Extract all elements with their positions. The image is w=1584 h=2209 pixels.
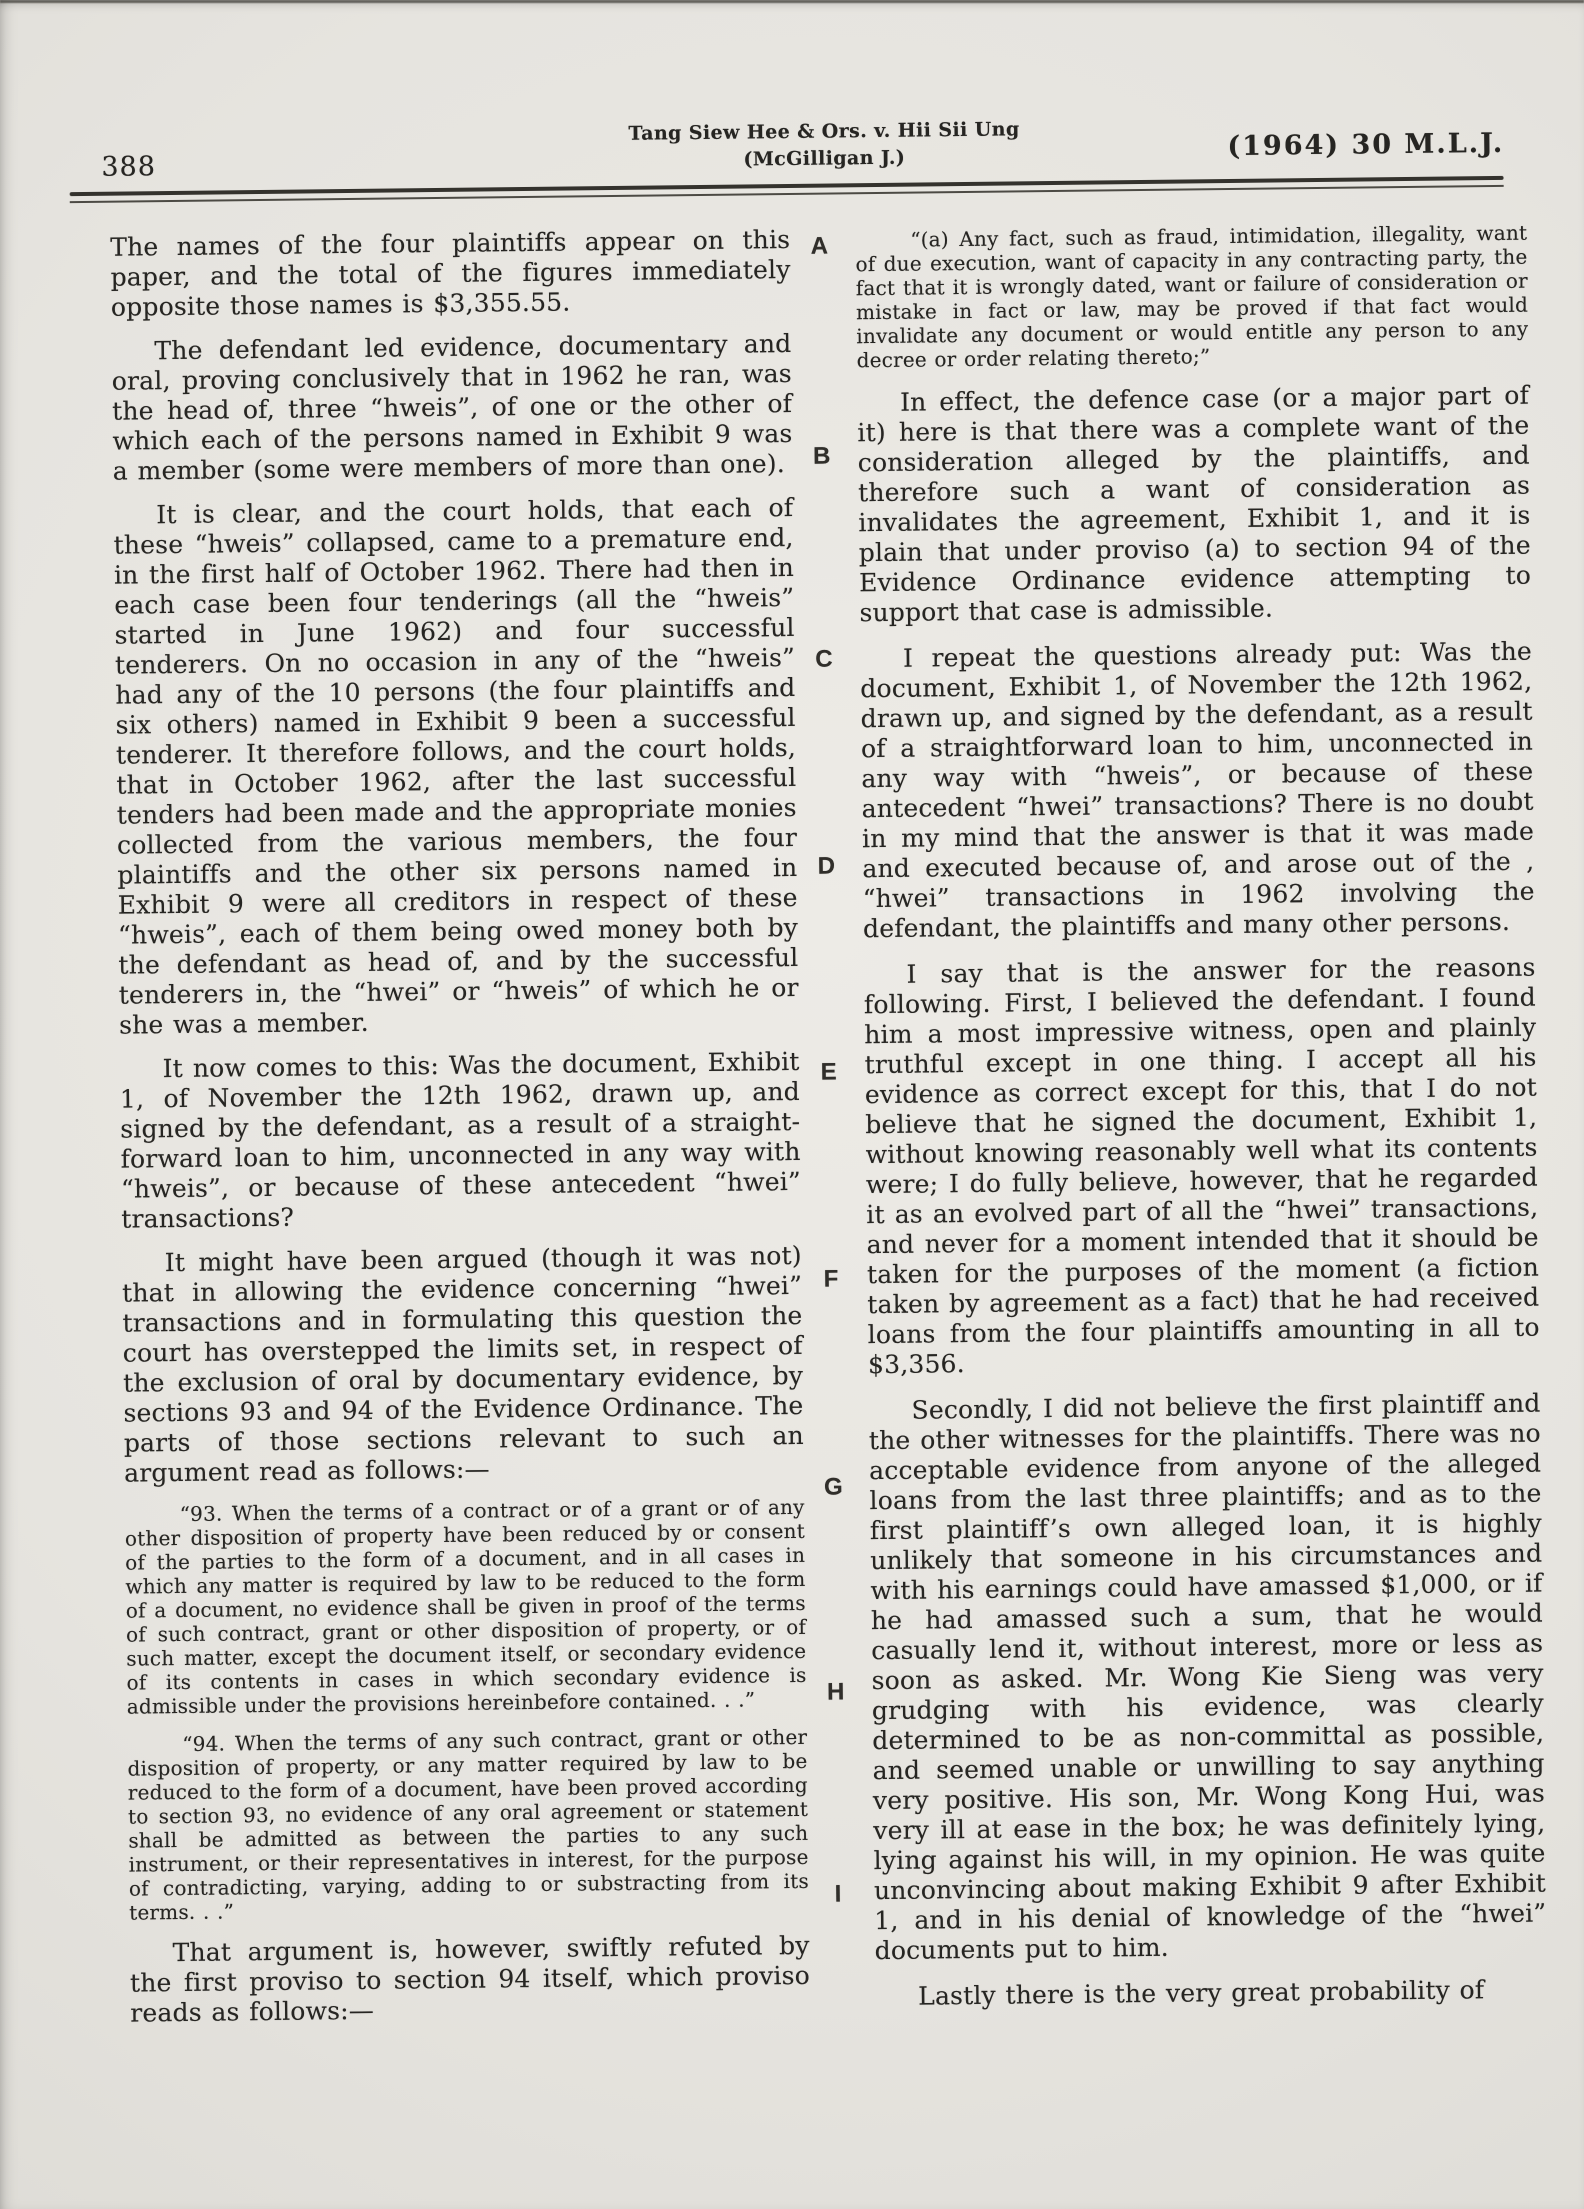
paragraph: That argument is, however, swiftly refuted by the first proviso to section 94 itself, which proviso reads as follows:—	[129, 1930, 811, 2028]
case-title: Tang Siew Hee & Ors. v. Hii Sii Ung	[628, 118, 1020, 145]
paragraph: Lastly there is the very great probability of	[918, 1975, 1485, 2011]
paragraph: The defendant led evidence, documentary and oral, proving conclusively that in 1962 he ran, was the head of, three “hweis”, of one or the other of which each of the persons named in Exhibit 9 was a member (some were members of more than one).	[111, 328, 793, 486]
margin-letter-g: G	[823, 1473, 843, 1501]
statute-quote-proviso-a: “(a) Any fact, such as fraud, intimidation, illegality, want of due execution, want of capacity in any contracting party, the fact that it is wrongly dated, want or failure of consideration or mistake in fact or law, may be proved if that fact would invalidate any document or would entitle any person to any decree or order relating thereto;”	[855, 220, 1529, 373]
margin-letter-b: B	[812, 442, 831, 470]
volume-citation: (1964) 30 M.L.J.	[1227, 127, 1505, 163]
page-number: 388	[101, 151, 157, 183]
margin-letter-i: I	[834, 1880, 842, 1908]
margin-letter-a: A	[810, 232, 829, 260]
right-column	[855, 221, 1547, 2029]
margin-letter-e: E	[820, 1058, 837, 1086]
paragraph: Secondly, I did not believe the first plaintiff and the other witnesses for the plaintiffs. There was no acceptable evidence from anyone of the alleged loans from the last three plaintiffs; and as to the first plaintiff’s own alleged loan, it is highly unlikely that someone in his circumstances and with his earnings could have amassed $1,000, or if he had amassed such a sum, that he would casually lend it, without interest, more or less as soon as asked. Mr. Wong Kie Sieng was very grudging with his evidence, was clearly determined to be as non-committal as possible, and seemed unable or unwilling to say anything very positive. His son, Mr. Wong Kong Hui, was very ill at ease in the box; he was definitely lying, lying against his will, in my opinion. He was quite unconvincing about making Exhibit 9 after Exhibit 1, and in his denial of knowledge of the “hwei” documents put to him.	[868, 1388, 1547, 1966]
paragraph: In effect, the defence case (or a major part of it) here is that there was a complete want of the consideration alleged by the plaintiffs, and therefore such a want of consideration as invalidates the agreement, Exhibit 1, and it is plain that under proviso (a) to section 94 of the Evidence Ordinance evidence attempting to support that case is admissible.	[857, 380, 1532, 628]
statute-quote-section-93: “93. When the terms of a contract or of a grant or of any other disposition of property have been reduced by or consent of the parties to the form of a document, and in all cases in which any matter is required by law to be reduced to the form of a document, no evidence shall be given in proof of the terms of such contract, grant or other disposition of property, or of such matter, except the document itself, or secondary evidence of its contents in cases in which secondary evidence is admissible under the provisions hereinbefore contained. . .”	[124, 1494, 807, 1719]
margin-letter-f: F	[823, 1265, 839, 1293]
margin-letter-d: D	[817, 852, 836, 880]
paragraph: I repeat the questions already put: Was the document, Exhibit 1, of November the 12th 1962, drawn up, and signed by the defendant, as a result of a straightforward loan to him, unconnected in any way with “hweis”, or because of these antecedent “hwei” transactions? There is no doubt in my mind that the answer is that it was made and executed because of, and arose out of the , “hwei” transactions in 1962 involving the defendant, the plaintiffs and many other persons.	[860, 636, 1535, 944]
paragraph: I say that is the answer for the reasons following. First, I believed the defendant. I found him a most impressive witness, open and plainly truthful except in one thing. I accept all his evidence as correct except for this, that I do not believe that he signed the document, Exhibit 1, without knowing reasonably well what its contents were; I do fully believe, however, that he regarded it as an evolved part of all the “hwei” transactions, and never for a moment intended that it should be taken for the purposes of the moment (a fiction taken by agreement as a fact) that he had received loans from the four plaintiffs amounting in all to $3,356.	[863, 952, 1540, 1380]
left-column	[110, 225, 810, 2043]
margin-letter-h: H	[826, 1678, 845, 1706]
paragraph: It might have been argued (though it was not) that in allowing the evidence concerning “hwei” transactions and in formulating this question the court has overstepped the limits set, in respect of the exclusion of oral by documentary evidence, by sections 93 and 94 of the Evidence Ordinance. The parts of those sections relevant to such an argument read as follows:—	[121, 1240, 804, 1488]
statute-quote-section-94: “94. When the terms of any such contract, grant or other disposition of property, or any matter required by law to be reduced to the form of a document, have been proved according to section 93, no evidence of any oral agreement or statement shall be admitted as between the parties to any such instrument, or their representatives in interest, for the purpose of contradicting, varying, adding to or substracting from its terms. . .”	[127, 1724, 809, 1925]
paragraph: It now comes to this: Was the document, Exhibit 1, of November the 12th 1962, drawn up, and signed by the defendant, as a result of a straight-forward loan to him, unconnected in any way with “hweis”, or because of these antecedent “hwei” transactions?	[119, 1046, 802, 1234]
margin-letter-c: C	[815, 645, 833, 673]
header-double-rule	[70, 176, 1504, 203]
running-header	[574, 116, 1075, 176]
paragraph: The names of the four plaintiffs appear on this paper, and the total of the figures immediately opposite those names is $3,355.55.	[110, 224, 791, 322]
judge-name: (McGilligan J.)	[743, 146, 906, 171]
paragraph: It is clear, and the court holds, that each of these “hweis” collapsed, came to a premature end, in the first half of October 1962. There had then in each case been four tenderings (all the “hweis” started in June 1962) and four successful tenderers. On no occasion in any of the “hweis” had any of the 10 persons (the four plaintiffs and six others) named in Exhibit 9 been a successful tenderer. It therefore follows, and the court holds, that in October 1962, after the last successful tenders had been made and the appropriate monies collected from the various members, the four plaintiffs and the other six persons named in Exhibit 9 were all creditors in respect of these “hweis”, each of them being owed money both by the defendant as head of, and by the successful tenderers in, the “hwei” or “hweis” of which he or she was a member.	[113, 492, 799, 1040]
